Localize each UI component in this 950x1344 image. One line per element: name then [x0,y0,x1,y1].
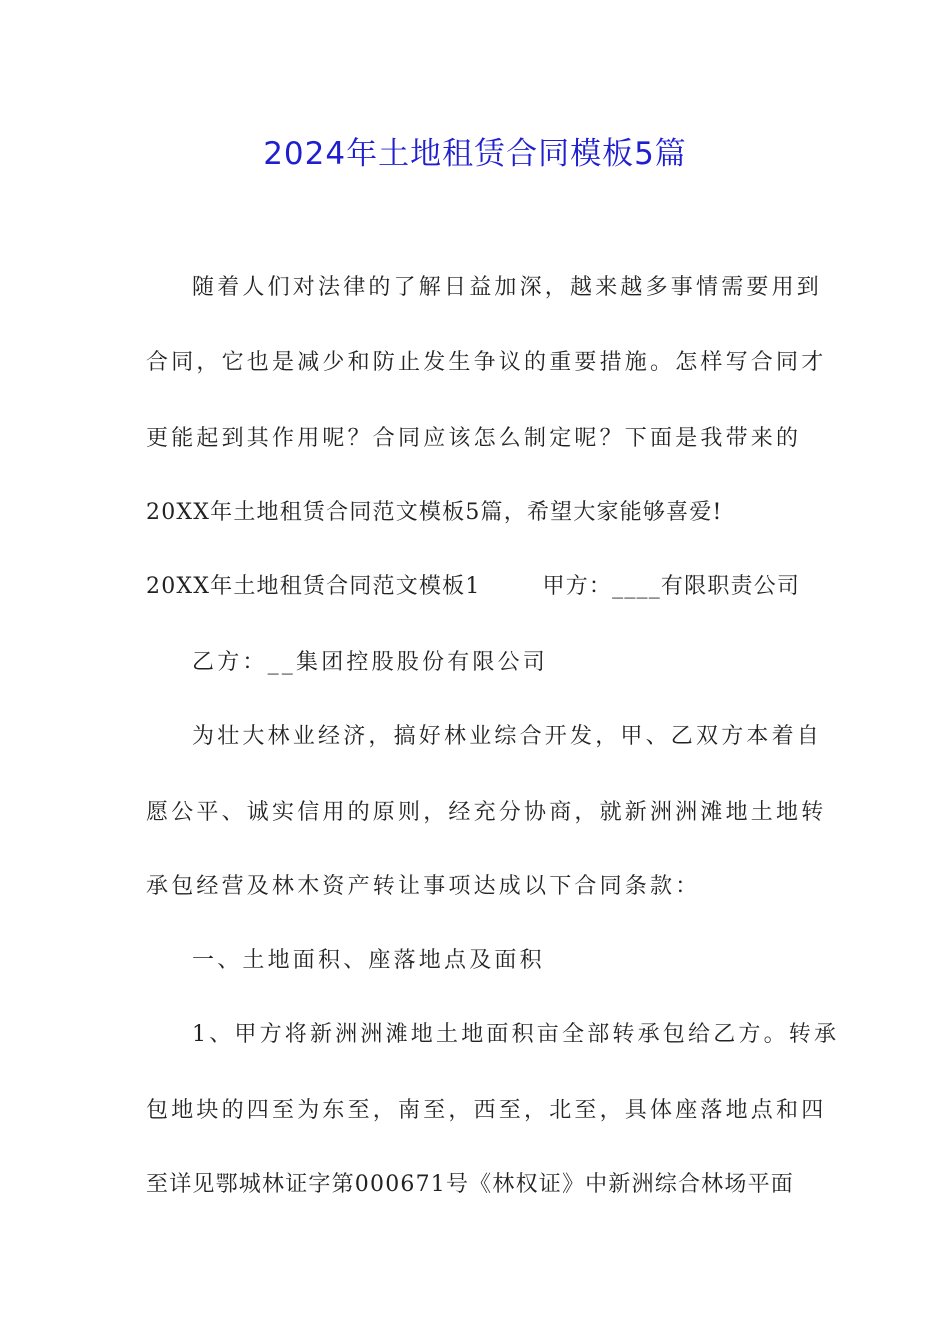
paragraph-line: 1、甲方将新洲洲滩地土地面积亩全部转承包给乙方。转承 [192,1022,840,1047]
section-heading: 一、土地面积、座落地点及面积 [192,948,545,973]
party-b: 乙方：__集团控股股份有限公司 [192,650,549,675]
party-a: 甲方：____有限职责公司 [542,574,801,599]
paragraph-line: 20XX年土地租赁合同范文模板5篇，希望大家能够喜爱! [146,500,723,525]
paragraph-line: 愿公平、诚实信用的原则，经充分协商，就新洲洲滩地土地转 [146,800,827,825]
paragraph-line: 至详见鄂城林证字第000671号《林权证》中新洲综合林场平面 [146,1172,794,1197]
paragraph-line: 包地块的四至为东至，南至，西至，北至，具体座落地点和四 [146,1098,827,1123]
paragraph-line: 更能起到其作用呢？合同应该怎么制定呢？下面是我带来的 [146,426,802,451]
paragraph-line: 合同，它也是减少和防止发生争议的重要措施。怎样写合同才 [146,350,827,375]
document-title: 2024年土地租赁合同模板5篇 [263,136,687,172]
contract-heading: 20XX年土地租赁合同范文模板1 [146,574,481,599]
paragraph-line: 随着人们对法律的了解日益加深，越来越多事情需要用到 [192,275,823,300]
contract-heading-line [146,569,806,600]
paragraph-line: 承包经营及林木资产转让事项达成以下合同条款： [146,874,701,899]
paragraph-line: 为壮大林业经济，搞好林业综合开发，甲、乙双方本着自 [192,724,823,749]
